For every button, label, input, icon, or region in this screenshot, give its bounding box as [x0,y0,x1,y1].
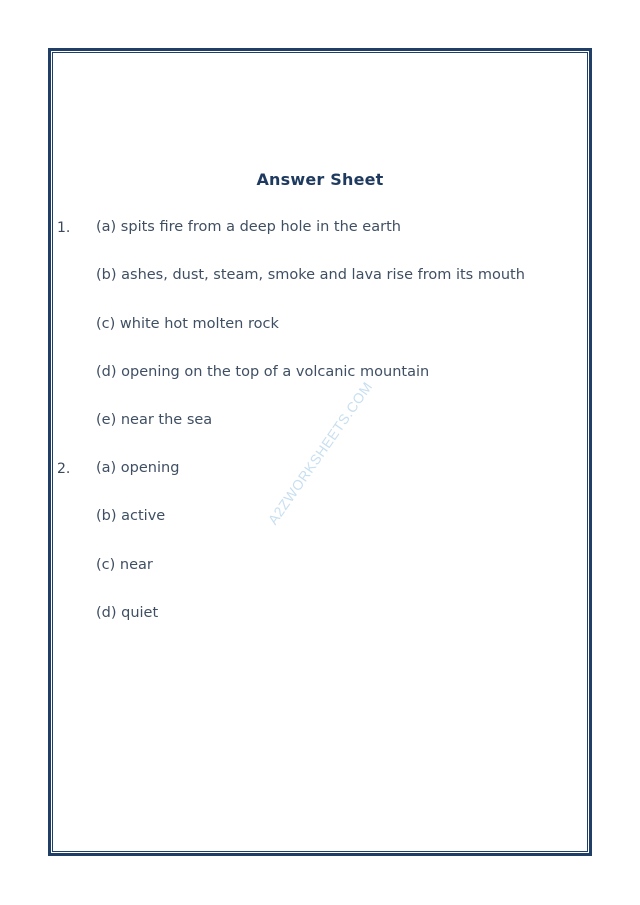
answer-1b: (b) ashes, dust, steam, smoke and lava rise from its mouth [96,267,525,283]
answer-1a: (a) spits fire from a deep hole in the earth [96,219,401,235]
answer-1d: (d) opening on the top of a volcanic mountain [96,364,430,380]
answer-2b: (b) active [96,508,166,524]
answer-1c: (c) white hot molten rock [96,316,279,332]
page-title: Answer Sheet [256,170,384,189]
answer-1e: (e) near the sea [96,412,213,428]
question-number-1: 1. [57,220,71,236]
answer-2d: (d) quiet [96,605,159,621]
watermark: A2ZWORKSHEETS.COM [264,378,376,528]
question-number-2: 2. [57,461,71,477]
answer-2c: (c) near [96,557,153,573]
answer-2a: (a) opening [96,460,180,476]
